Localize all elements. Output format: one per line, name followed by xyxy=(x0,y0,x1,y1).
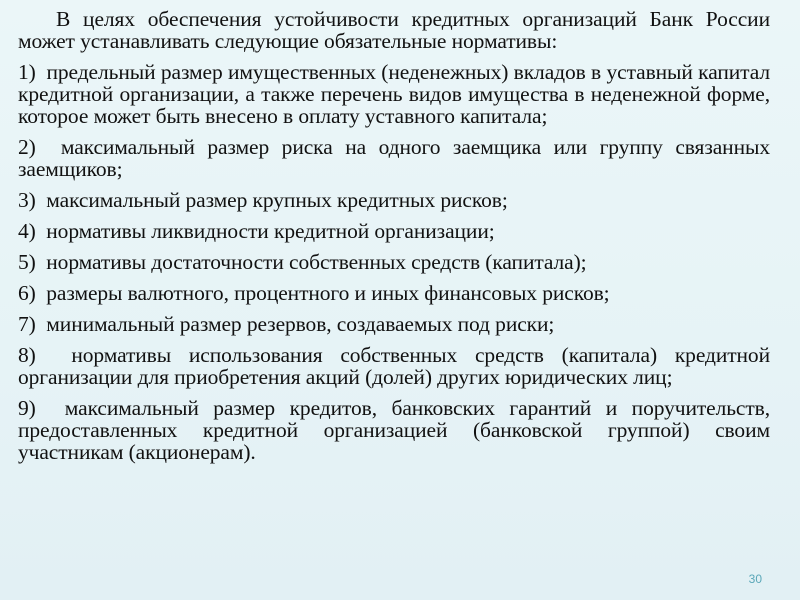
list-item xyxy=(18,344,770,388)
page-number: 30 xyxy=(748,572,762,586)
item-text: нормативы использования собственных средств (капитала) кредитной организации для приобретения акций (долей) других юридических лиц; xyxy=(18,343,770,389)
item-number: 4) xyxy=(18,219,36,243)
item-number: 7) xyxy=(18,312,36,336)
item-number: 2) xyxy=(18,135,36,159)
item-text: максимальный размер риска на одного заемщика или группу связанных заемщиков; xyxy=(18,135,770,181)
item-text: нормативы достаточности собственных средств (капитала); xyxy=(46,250,587,274)
list-item xyxy=(18,220,770,242)
item-text: размеры валютного, процентного и иных финансовых рисков; xyxy=(46,281,610,305)
list-item xyxy=(18,136,770,180)
item-text: максимальный размер крупных кредитных рисков; xyxy=(46,188,508,212)
intro-paragraph: В целях обеспечения устойчивости кредитных организаций Банк России может устанавливать следующие обязательные нормативы: xyxy=(18,7,770,53)
item-number: 8) xyxy=(18,343,36,367)
item-number: 1) xyxy=(18,60,36,84)
item-number: 3) xyxy=(18,188,36,212)
item-text: минимальный размер резервов, создаваемых под риски; xyxy=(46,312,555,336)
list-item xyxy=(18,397,770,463)
list-item xyxy=(18,282,770,304)
list-item xyxy=(18,189,770,211)
item-number: 9) xyxy=(18,396,36,420)
list-item xyxy=(18,61,770,127)
list-item xyxy=(18,251,770,273)
item-number: 5) xyxy=(18,250,36,274)
item-number: 6) xyxy=(18,281,36,305)
item-text: предельный размер имущественных (неденежных) вкладов в уставный капитал кредитной организации, а также перечень видов имущества в неденежной форме, которое может быть внесено в оплату уставного капитала; xyxy=(18,60,770,128)
slide-body xyxy=(18,8,770,472)
item-text: максимальный размер кредитов, банковских гарантий и поручительств, предоставленных кредитной организацией (банковской группой) своим участникам (акционерам). xyxy=(18,396,770,464)
list-item xyxy=(18,313,770,335)
item-text: нормативы ликвидности кредитной организации; xyxy=(46,219,495,243)
